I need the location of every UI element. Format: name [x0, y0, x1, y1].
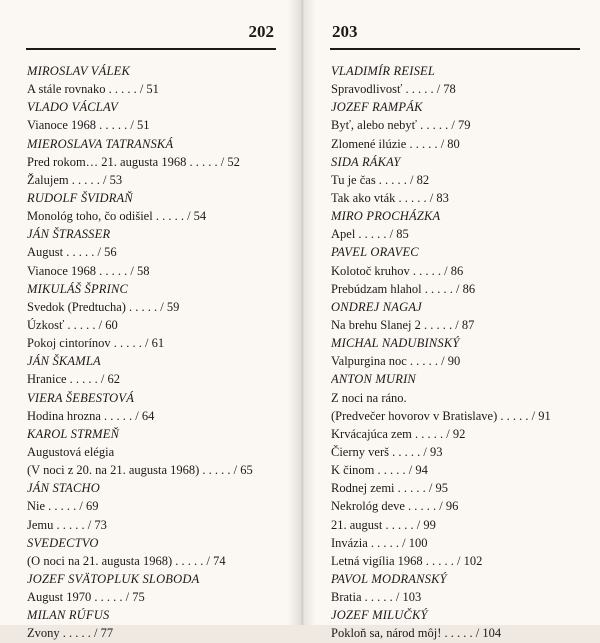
poem-entry: Nie . . . . . / 69: [27, 499, 99, 514]
left-page: [0, 0, 300, 641]
author-name: PAVOL MODRANSKÝ: [331, 571, 447, 586]
poem-entry: Prebúdzam hlahol . . . . . / 86: [331, 281, 476, 296]
contents-list-right: [331, 62, 586, 643]
poem-entry: Rodnej zemi . . . . . / 95: [331, 481, 448, 496]
author-name: JOZEF SVÄTOPLUK SLOBODA: [27, 571, 200, 586]
author-name: MILAN RÚFUS: [27, 608, 110, 623]
author-name: JÁN ŠTRASSER: [27, 227, 111, 242]
poem-entry: Valpurgina noc . . . . . / 90: [331, 354, 461, 369]
poem-entry: Apel . . . . . / 85: [331, 227, 409, 242]
poem-entry: Letná vigília 1968 . . . . . / 102: [331, 553, 483, 568]
author-name: JOZEF MILUČKÝ: [331, 608, 428, 623]
author-name: MIKULÁŠ ŠPRINC: [27, 281, 129, 296]
author-name: JÁN ŠKAMLA: [27, 354, 101, 369]
poem-entry: Hranice . . . . . / 62: [27, 372, 121, 387]
author-name: RUDOLF ŠVIDRAŇ: [27, 190, 133, 205]
poem-entry: Čierny verš . . . . . / 93: [331, 444, 443, 459]
author-name: ANTON MURIN: [331, 372, 416, 387]
author-name: JOZEF RAMPÁK: [331, 100, 423, 115]
author-name: VIERA ŠEBESTOVÁ: [27, 390, 135, 405]
poem-entry: Monológ toho, čo odišiel . . . . . / 54: [27, 209, 207, 224]
poem-entry: Augustová elégia: [27, 444, 115, 459]
author-name: MIRO PROCHÁZKA: [331, 209, 441, 224]
poem-entry: (Predvečer hovorov v Bratislave) . . . . . / 91: [331, 408, 551, 423]
author-name: MIEROSLAVA TATRANSKÁ: [27, 136, 174, 151]
author-name: JÁN STACHO: [27, 481, 100, 496]
right-page: [300, 0, 600, 641]
poem-entry: 21. august . . . . . / 99: [331, 517, 436, 532]
poem-entry: August . . . . . / 56: [27, 245, 117, 260]
poem-entry: Úzkosť . . . . . / 60: [27, 317, 118, 332]
poem-entry: A stále rovnako . . . . . / 51: [27, 82, 159, 97]
poem-entry: Krvácajúca zem . . . . . / 92: [331, 426, 466, 441]
poem-entry: (V noci z 20. na 21. augusta 1968) . . . . . / 65: [27, 463, 253, 478]
poem-entry: Vianoce 1968 . . . . . / 51: [27, 118, 150, 133]
author-name: SIDA RÁKAY: [331, 154, 401, 169]
author-name: PAVEL ORAVEC: [331, 245, 419, 260]
poem-entry: Žalujem . . . . . / 53: [27, 172, 123, 187]
poem-entry: Svedok (Predtucha) . . . . . / 59: [27, 299, 180, 314]
poem-entry: Pred rokom… 21. augusta 1968 . . . . . / 52: [27, 154, 240, 169]
poem-entry: Pokoj cintorínov . . . . . / 61: [27, 336, 165, 351]
poem-entry: August 1970 . . . . . / 75: [27, 590, 145, 605]
author-name: VLADIMÍR REISEL: [331, 64, 436, 78]
poem-entry: Vianoce 1968 . . . . . / 58: [27, 263, 150, 278]
author-name: KAROL STRMEŇ: [27, 426, 120, 441]
poem-entry: Zvony . . . . . / 77: [27, 626, 114, 641]
poem-entry: K činom . . . . . / 94: [331, 463, 428, 478]
author-name: VLADO VÁCLAV: [27, 100, 119, 115]
poem-entry: Spravodlivosť . . . . . / 78: [331, 82, 456, 97]
book-gutter: [288, 0, 316, 625]
poem-entry: (O noci na 21. augusta 1968) . . . . . / 74: [27, 553, 226, 568]
poem-entry: Bratia . . . . . / 103: [331, 590, 422, 605]
header-rule-right: [330, 48, 580, 50]
poem-entry: Pokloň sa, národ môj! . . . . . / 104: [331, 626, 502, 641]
poem-entry: Nekrológ deve . . . . . / 96: [331, 499, 459, 514]
poem-entry: Tu je čas . . . . . / 82: [331, 172, 430, 187]
author-name: MIROSLAV VÁLEK: [27, 64, 130, 78]
poem-entry: Na brehu Slanej 2 . . . . . / 87: [331, 317, 475, 332]
page-number-right: 203: [332, 22, 358, 41]
poem-entry: Hodina hrozna . . . . . / 64: [27, 408, 155, 423]
poem-entry: Tak ako vták . . . . . / 83: [331, 190, 449, 205]
author-name: ONDREJ NAGAJ: [331, 299, 422, 314]
author-name: SVEDECTVO: [27, 535, 99, 550]
page-number-left: 202: [248, 22, 274, 41]
header-rule-left: [26, 48, 276, 50]
poem-entry: Jemu . . . . . / 73: [27, 517, 107, 532]
poem-entry: Zlomené ilúzie . . . . . / 80: [331, 136, 460, 151]
poem-entry: Byť, alebo nebyť . . . . . / 79: [331, 118, 471, 133]
author-name: MICHAL NADUBINSKÝ: [331, 336, 460, 351]
poem-entry: Z noci na ráno.: [331, 390, 407, 405]
poem-entry: Invázia . . . . . / 100: [331, 535, 428, 550]
poem-entry: Kolotoč kruhov . . . . . / 86: [331, 263, 464, 278]
contents-list-left: [27, 62, 282, 643]
